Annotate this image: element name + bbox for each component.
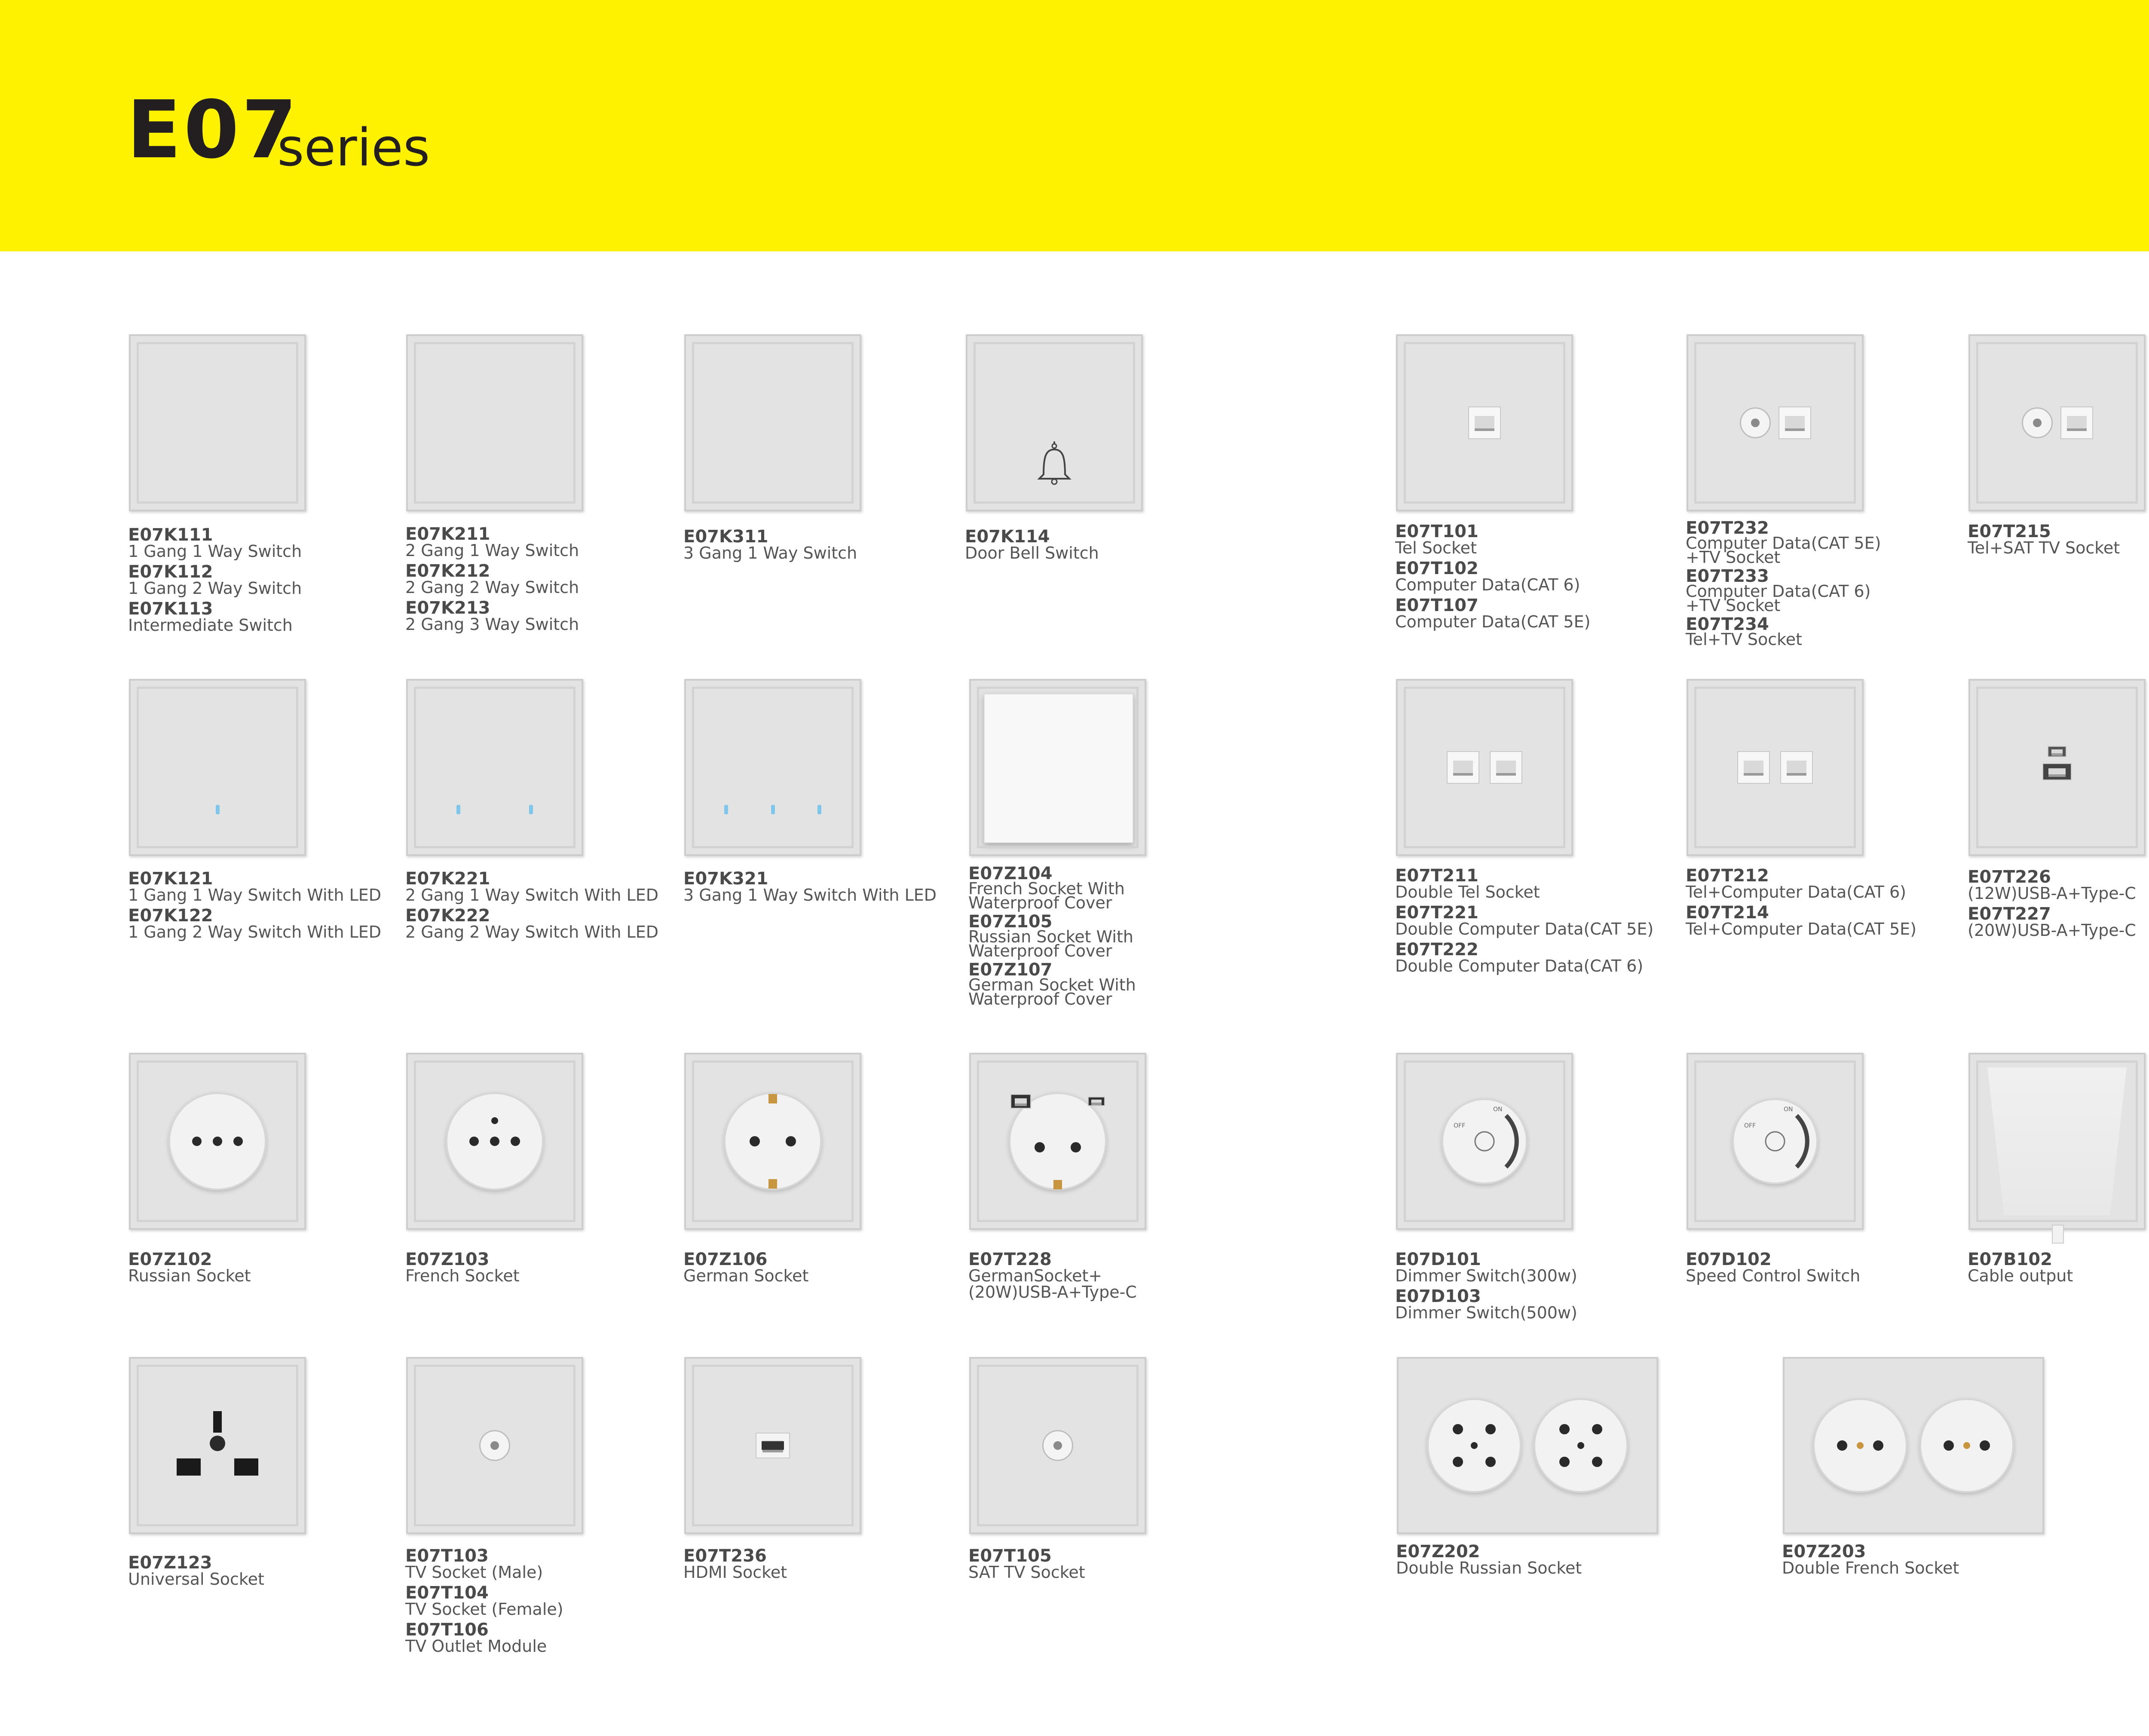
socket-hole (1980, 1440, 1990, 1451)
socket-hole (1071, 1142, 1081, 1152)
data-jack (1780, 751, 1813, 784)
switch-plate (684, 679, 861, 856)
switch-plate (969, 1357, 1146, 1534)
switch-plate (1687, 334, 1864, 511)
switch-plate (1397, 1357, 1658, 1534)
product-description: Russian Socket (128, 1266, 251, 1285)
product-description: Waterproof Cover (968, 990, 1112, 1009)
socket-hole (192, 1137, 202, 1146)
product-code: E07K222 (405, 906, 490, 926)
product-description: 2 Gang 1 Way Switch With LED (405, 886, 659, 905)
svg-text:ON: ON (1784, 1106, 1793, 1113)
switch-plate (966, 334, 1143, 511)
socket-hole (469, 1137, 479, 1146)
waterproof-cover (984, 694, 1133, 843)
product-description: Waterproof Cover (968, 941, 1112, 960)
product-code: E07T233 (1686, 566, 1769, 586)
earth-pin (1857, 1442, 1864, 1449)
product-code: E07Z203 (1782, 1542, 1866, 1562)
product-code: E07T236 (683, 1546, 767, 1566)
data-jack (1468, 406, 1501, 439)
product-code: E07K111 (128, 525, 213, 545)
switch-plate (684, 1357, 861, 1534)
socket-hole (233, 1137, 243, 1146)
data-jack (1737, 751, 1770, 784)
switch-plate (129, 1053, 306, 1230)
product-code: E07T211 (1395, 866, 1479, 886)
product-code: E07D101 (1395, 1250, 1481, 1269)
product-code: E07T212 (1686, 866, 1769, 886)
product-description: 1 Gang 2 Way Switch With LED (128, 923, 382, 941)
universal-slot (213, 1411, 222, 1433)
coax-port (2022, 407, 2053, 438)
socket-hole (1035, 1142, 1045, 1152)
data-jack (2060, 406, 2093, 439)
switch-plate (1396, 334, 1573, 511)
product-description: German Socket With (968, 975, 1136, 994)
led-indicator (456, 805, 460, 814)
usb-c-port (1088, 1097, 1105, 1106)
product-description: TV Outlet Module (405, 1637, 547, 1656)
product-description: (20W)USB-A+Type-C (1968, 921, 2136, 940)
product-code: E07K321 (683, 869, 768, 889)
series-subtitle: series (277, 118, 430, 178)
product-code: E07Z123 (128, 1553, 212, 1573)
product-code: E07T215 (1968, 522, 2051, 541)
socket-hole (213, 1137, 222, 1146)
switch-plate (406, 1053, 583, 1230)
socket-hole (750, 1136, 760, 1146)
product-code: E07Z202 (1396, 1542, 1480, 1562)
socket-hole (1944, 1440, 1954, 1451)
switch-plate (129, 334, 306, 511)
hdmi-port (756, 1433, 790, 1458)
product-code: E07T232 (1686, 518, 1769, 538)
bell-icon (1035, 440, 1074, 487)
switch-plate (1968, 679, 2146, 856)
product-description: Speed Control Switch (1686, 1266, 1861, 1285)
product-code: E07K211 (405, 524, 490, 544)
product-description: Tel+SAT TV Socket (1968, 538, 2120, 557)
socket-hole (511, 1137, 520, 1146)
socket-hole (786, 1136, 796, 1146)
earth-clip (1053, 1180, 1062, 1189)
switch-plate (684, 1053, 861, 1230)
product-description: 2 Gang 2 Way Switch (405, 578, 579, 597)
product-description: Intermediate Switch (128, 616, 293, 635)
socket-face (446, 1092, 544, 1190)
product-description: Waterproof Cover (968, 893, 1112, 912)
switch-plate (684, 334, 861, 511)
product-description: (20W)USB-A+Type-C (968, 1283, 1137, 1302)
product-description: German Socket (683, 1266, 809, 1285)
product-description: 3 Gang 1 Way Switch With LED (683, 886, 937, 905)
product-code: E07K212 (405, 561, 490, 581)
product-code: E07T221 (1395, 903, 1479, 923)
product-description: Double Computer Data(CAT 6) (1395, 957, 1644, 975)
product-description: Dimmer Switch(500w) (1395, 1303, 1577, 1322)
product-description: 1 Gang 1 Way Switch (128, 542, 302, 561)
product-description: Cable output (1968, 1266, 2073, 1285)
universal-slot (234, 1458, 258, 1476)
product-description: French Socket With (968, 879, 1125, 898)
switch-plate (969, 1053, 1146, 1230)
product-code: E07K113 (128, 599, 213, 619)
socket-face (168, 1092, 266, 1190)
led-indicator (724, 805, 728, 814)
coax-port (479, 1430, 510, 1461)
product-description: TV Socket (Female) (405, 1600, 563, 1619)
product-description: Computer Data(CAT 6) (1395, 575, 1580, 594)
socket-face (724, 1092, 822, 1190)
product-description: Tel Socket (1395, 538, 1477, 557)
socket-face (1442, 1098, 1528, 1184)
led-indicator (771, 805, 775, 814)
socket-hole (1592, 1457, 1602, 1467)
product-description: Tel+Computer Data(CAT 6) (1686, 883, 1906, 902)
coax-port (1740, 407, 1771, 438)
product-description: TV Socket (Male) (405, 1563, 543, 1582)
switch-plate (969, 679, 1146, 856)
cable-stub (2052, 1225, 2064, 1244)
product-description: +TV Socket (1686, 596, 1781, 615)
switch-plate (1687, 679, 1864, 856)
product-code: E07T105 (968, 1546, 1052, 1566)
product-code: E07T102 (1395, 559, 1479, 578)
product-description: SAT TV Socket (968, 1563, 1085, 1582)
product-description: GermanSocket+ (968, 1266, 1102, 1285)
product-code: E07T104 (405, 1583, 489, 1603)
product-code: E07Z104 (968, 864, 1053, 883)
product-code: E07K311 (683, 527, 768, 547)
socket-hole (1485, 1424, 1496, 1434)
usb-a-port (1010, 1094, 1031, 1109)
product-description: Dimmer Switch(300w) (1395, 1266, 1577, 1285)
product-description: 2 Gang 3 Way Switch (405, 615, 579, 634)
switch-plate (406, 334, 583, 511)
product-description: 2 Gang 2 Way Switch With LED (405, 923, 659, 941)
socket-hole (490, 1137, 499, 1146)
earth-pin (1963, 1442, 1970, 1449)
led-indicator (817, 805, 821, 814)
product-description: Computer Data(CAT 5E) (1686, 534, 1881, 553)
product-code: E07T226 (1968, 867, 2051, 887)
svg-text:OFF: OFF (1744, 1122, 1756, 1129)
coax-port (1042, 1430, 1073, 1461)
switch-plate (406, 679, 583, 856)
product-code: E07T107 (1395, 596, 1479, 615)
product-description: Double Computer Data(CAT 5E) (1395, 920, 1654, 938)
socket-hole (491, 1117, 498, 1124)
socket-hole (1559, 1424, 1570, 1434)
product-description: Computer Data(CAT 6) (1686, 582, 1871, 601)
earth-clip (768, 1179, 777, 1189)
product-description: Russian Socket With (968, 927, 1133, 946)
product-code: E07K121 (128, 869, 213, 889)
socket-face (1732, 1098, 1818, 1184)
product-description: Double Russian Socket (1396, 1559, 1582, 1577)
switch-plate (1687, 1053, 1864, 1230)
switch-plate (1396, 1053, 1573, 1230)
product-code: E07T103 (405, 1546, 489, 1566)
product-description: 1 Gang 2 Way Switch (128, 579, 302, 598)
svg-text:ON: ON (1493, 1106, 1503, 1113)
product-description: Double French Socket (1782, 1559, 1959, 1577)
socket-hole (1485, 1457, 1496, 1467)
socket-hole (1873, 1440, 1883, 1451)
product-code: E07D102 (1686, 1250, 1772, 1269)
switch-plate (129, 679, 306, 856)
product-description: (12W)USB-A+Type-C (1968, 884, 2136, 903)
product-code: E07Z106 (683, 1250, 768, 1269)
product-code: E07K213 (405, 598, 490, 618)
socket-hole (1577, 1442, 1584, 1449)
data-jack (1447, 751, 1479, 784)
socket-hole (210, 1436, 225, 1451)
product-code: E07D103 (1395, 1287, 1481, 1306)
data-jack (1490, 751, 1522, 784)
product-description: Computer Data(CAT 5E) (1395, 612, 1591, 631)
product-code: E07K114 (965, 527, 1050, 547)
product-description: 2 Gang 1 Way Switch (405, 541, 579, 560)
product-code: E07Z107 (968, 960, 1053, 980)
product-code: E07Z103 (405, 1250, 490, 1269)
product-description: +TV Socket (1686, 548, 1781, 567)
led-indicator (216, 805, 220, 814)
socket-hole (1471, 1442, 1478, 1449)
product-code: E07K122 (128, 906, 213, 926)
product-description: French Socket (405, 1266, 520, 1285)
universal-slot (177, 1458, 201, 1476)
product-description: 1 Gang 1 Way Switch With LED (128, 886, 382, 905)
switch-plate (129, 1357, 306, 1534)
switch-plate (1968, 1053, 2146, 1230)
product-description: 3 Gang 1 Way Switch (683, 544, 857, 562)
socket-hole (1453, 1457, 1463, 1467)
product-code: E07T222 (1395, 940, 1479, 960)
svg-text:OFF: OFF (1454, 1122, 1466, 1129)
led-indicator (529, 805, 533, 814)
usb-a-port (2042, 763, 2072, 780)
socket-hole (1592, 1424, 1602, 1434)
product-code: E07K221 (405, 869, 490, 889)
usb-c-port (2048, 746, 2066, 757)
cable-cover (1987, 1067, 2127, 1215)
product-description: Double Tel Socket (1395, 883, 1540, 902)
hdmi-slot (762, 1441, 784, 1450)
product-code: E07T106 (405, 1620, 489, 1640)
socket-face (1009, 1092, 1107, 1190)
product-code: E07T101 (1395, 522, 1479, 541)
product-description: Universal Socket (128, 1570, 264, 1589)
product-description: Tel+Computer Data(CAT 5E) (1686, 920, 1916, 938)
product-code: E07B102 (1968, 1250, 2052, 1269)
data-jack (1779, 406, 1811, 439)
product-description: Door Bell Switch (965, 544, 1099, 562)
socket-hole (1453, 1424, 1463, 1434)
product-code: E07T234 (1686, 614, 1769, 634)
product-description: Tel+TV Socket (1686, 630, 1803, 649)
product-code: E07Z105 (968, 912, 1053, 932)
product-code: E07T228 (968, 1250, 1052, 1269)
speed-knob (1732, 1098, 1818, 1184)
socket-hole (1559, 1457, 1570, 1467)
socket-hole (1837, 1440, 1847, 1451)
product-code: E07T214 (1686, 903, 1769, 923)
switch-plate (1783, 1357, 2044, 1534)
series-title: E07 (127, 83, 300, 176)
switch-plate (1968, 334, 2146, 511)
product-description: HDMI Socket (683, 1563, 787, 1582)
switch-plate (406, 1357, 583, 1534)
earth-clip (768, 1094, 777, 1103)
product-code: E07K112 (128, 562, 213, 582)
header-banner (0, 0, 2149, 251)
dimmer-knob (1442, 1098, 1528, 1184)
switch-plate (1396, 679, 1573, 856)
product-code: E07Z102 (128, 1250, 212, 1269)
product-code: E07T227 (1968, 904, 2051, 924)
